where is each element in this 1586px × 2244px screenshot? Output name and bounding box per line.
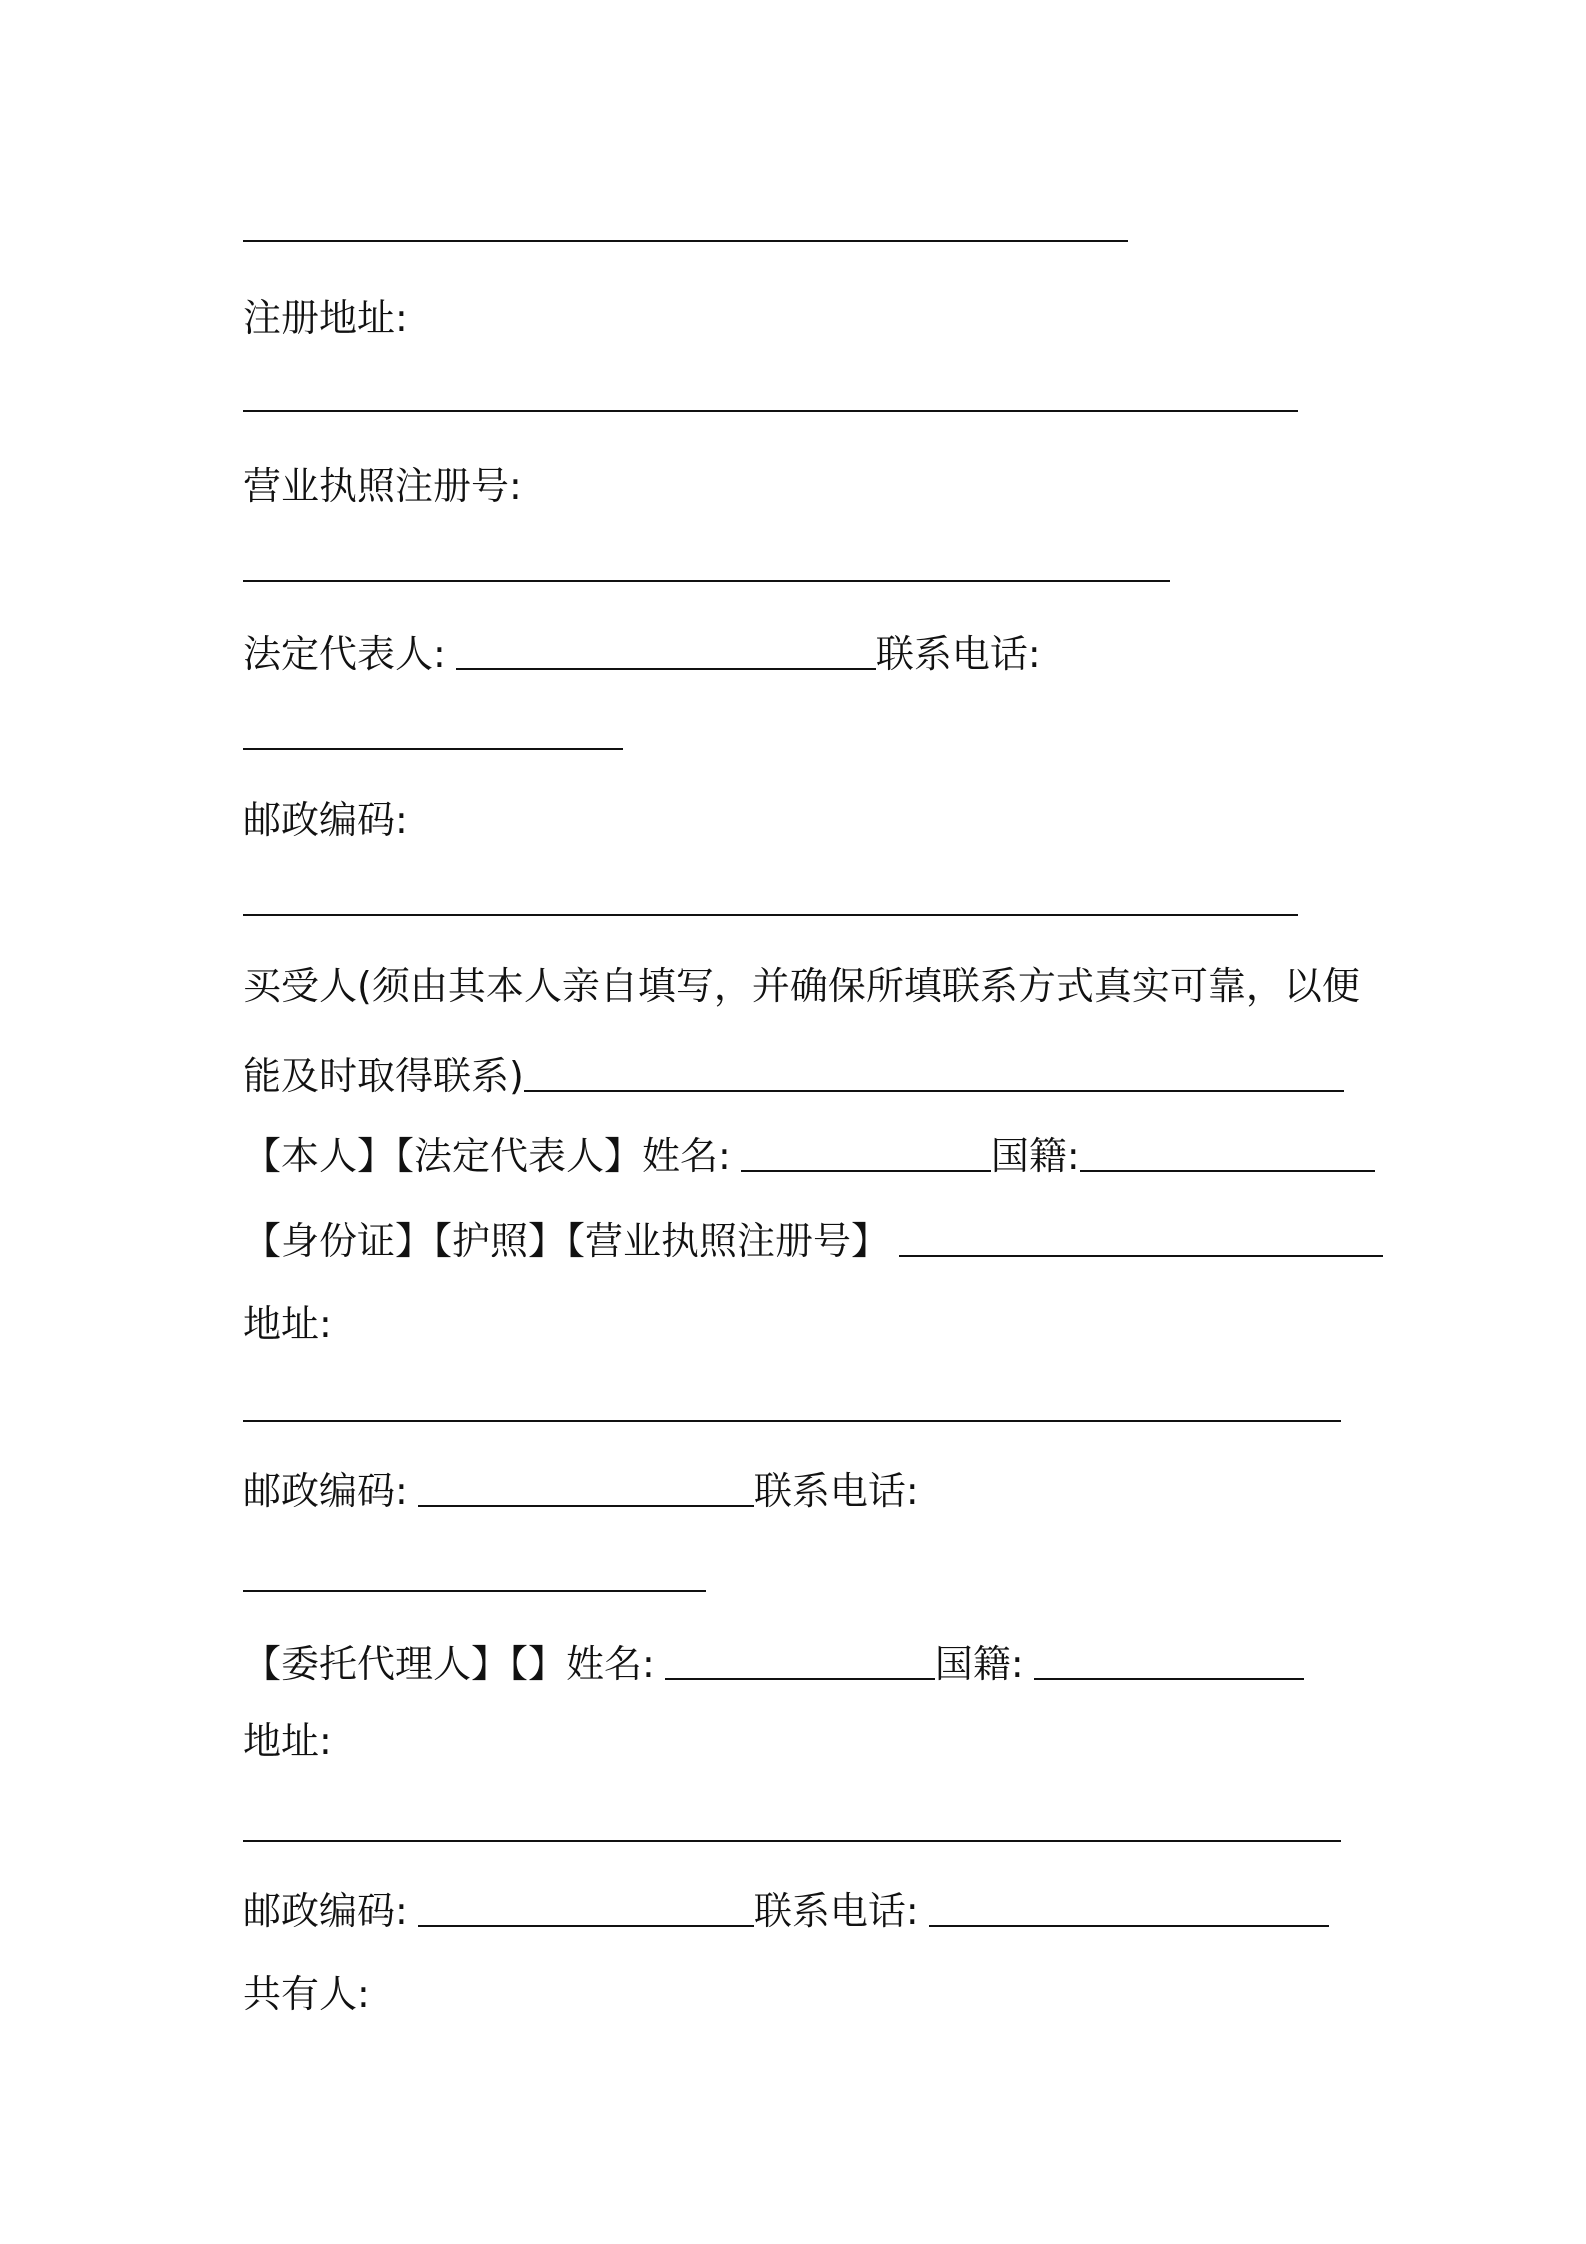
agent-name-row	[243, 1628, 1304, 1688]
legal-rep-phone-blank[interactable]	[243, 748, 623, 750]
agent-postal-label: 邮政编码:	[243, 1889, 408, 1934]
legal-rep-phone-blank-row	[243, 698, 623, 758]
buyer-name-row	[243, 1120, 1375, 1180]
agent-address-label: 地址:	[243, 1719, 332, 1764]
registered-address-blank[interactable]	[243, 410, 1298, 412]
agent-name-blank[interactable]	[665, 1678, 935, 1680]
agent-postal-blank[interactable]	[418, 1925, 754, 1927]
legal-rep-blank[interactable]	[456, 668, 876, 670]
buyer-name-blank[interactable]	[741, 1170, 991, 1172]
buyer-address-label: 地址:	[243, 1302, 332, 1347]
buyer-nationality-blank[interactable]	[1080, 1170, 1375, 1172]
top-blank-row	[243, 190, 1128, 250]
agent-nationality-label: 国籍:	[934, 1642, 1024, 1687]
business-license-blank[interactable]	[243, 580, 1170, 582]
legal-rep-phone-label: 联系电话:	[875, 632, 1041, 677]
buyer-note-row-2	[243, 1040, 1344, 1100]
buyer-nationality-label: 国籍:	[990, 1134, 1080, 1179]
fill-blank-top[interactable]	[243, 240, 1128, 242]
postal-code-label: 邮政编码:	[243, 798, 408, 843]
buyer-phone-label: 联系电话:	[753, 1469, 919, 1514]
buyer-id-label: 【身份证】【护照】【营业执照注册号】	[243, 1219, 890, 1264]
agent-address-blank[interactable]	[243, 1840, 1341, 1842]
agent-phone-label: 联系电话:	[753, 1889, 919, 1934]
co-owner-label: 共有人:	[243, 1972, 370, 2017]
buyer-id-row	[243, 1205, 1383, 1265]
postal-code-blank-row	[243, 864, 1298, 924]
registered-address-label: 注册地址:	[243, 296, 408, 341]
buyer-id-blank[interactable]	[899, 1255, 1383, 1257]
business-license-label: 营业执照注册号:	[243, 464, 522, 509]
legal-rep-row	[243, 618, 1041, 678]
buyer-note-line-2: 能及时取得联系)	[243, 1054, 524, 1099]
buyer-postal-label: 邮政编码:	[243, 1469, 408, 1514]
buyer-note-blank[interactable]	[524, 1090, 1344, 1092]
buyer-note-line-1: 买受人(须由其本人亲自填写，并确保所填联系方式真实可靠，以便	[243, 964, 1360, 1009]
registered-address-blank-row	[243, 360, 1298, 420]
buyer-name-label: 【本人】【法定代表人】姓名:	[243, 1134, 731, 1179]
buyer-address-blank[interactable]	[243, 1420, 1341, 1422]
agent-nationality-blank[interactable]	[1034, 1678, 1304, 1680]
buyer-address-row	[243, 1288, 332, 1348]
agent-address-row	[243, 1705, 332, 1765]
postal-code-row	[243, 784, 408, 844]
postal-code-blank[interactable]	[243, 914, 1298, 916]
agent-address-blank-row	[243, 1790, 1341, 1850]
buyer-postal-row	[243, 1455, 919, 1515]
buyer-phone-blank-row	[243, 1540, 706, 1600]
buyer-postal-blank[interactable]	[418, 1505, 754, 1507]
legal-rep-label: 法定代表人:	[243, 632, 446, 677]
business-license-row	[243, 450, 522, 510]
registered-address-row	[243, 282, 408, 342]
agent-name-label: 【委托代理人】【】姓名:	[243, 1642, 655, 1687]
agent-phone-blank[interactable]	[929, 1925, 1329, 1927]
buyer-phone-blank[interactable]	[243, 1590, 706, 1592]
co-owner-row	[243, 1958, 370, 2018]
buyer-note-row-1	[243, 950, 1360, 1010]
business-license-blank-row	[243, 530, 1170, 590]
buyer-address-blank-row	[243, 1370, 1341, 1430]
agent-postal-row	[243, 1875, 1329, 1935]
